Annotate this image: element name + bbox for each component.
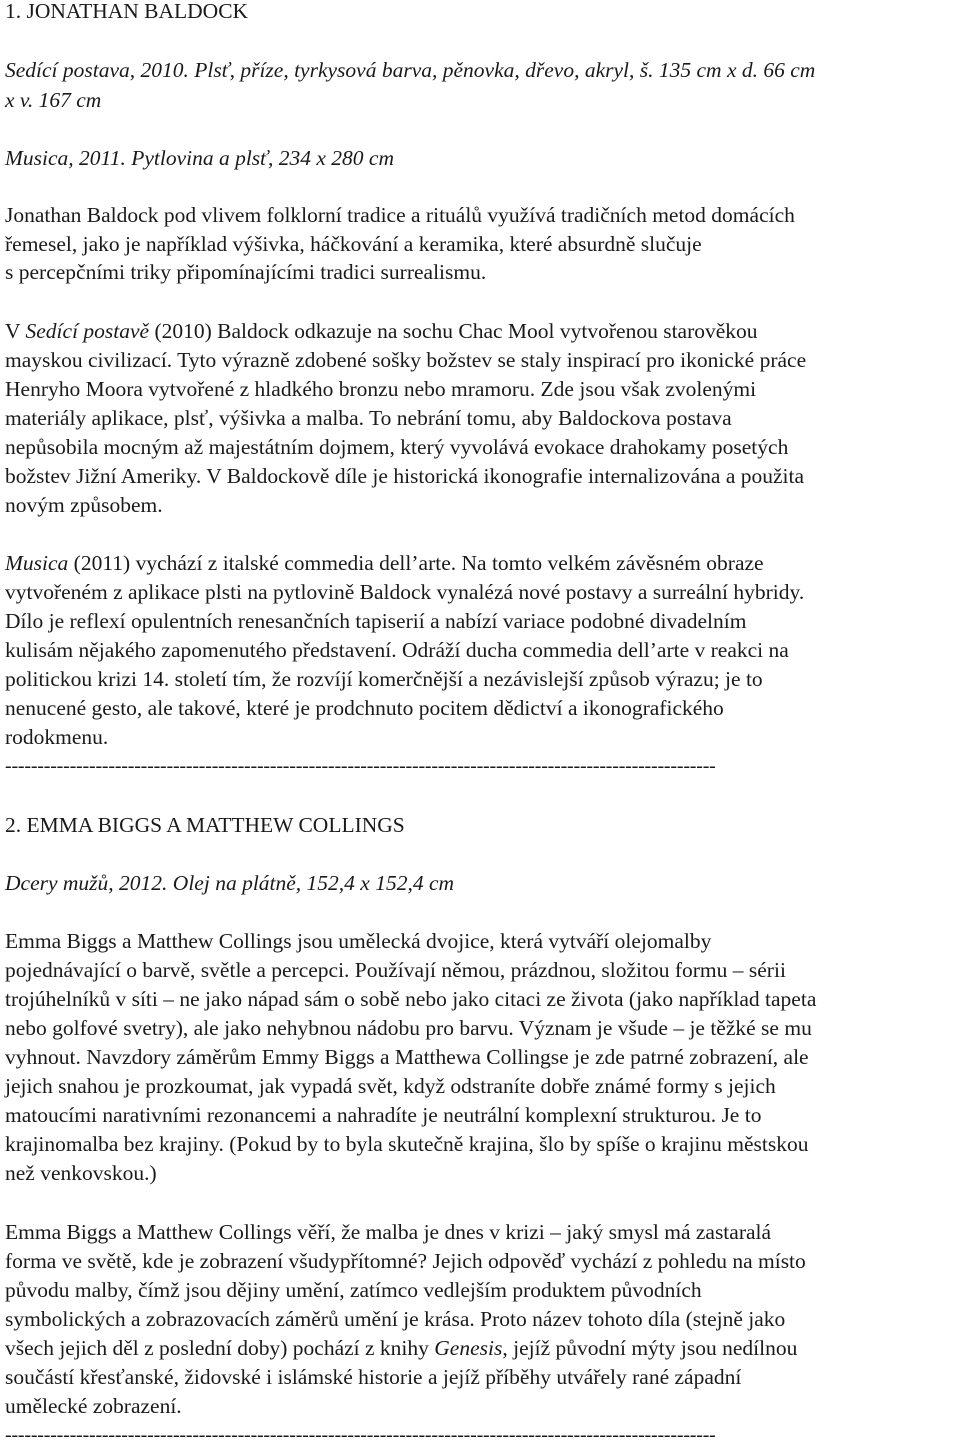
paragraph-line: mayskou civilizací. Tyto výrazně zdobené sošky božstev se staly inspirací pro ikonické práce <box>5 348 807 372</box>
paragraph-line <box>5 1334 797 1362</box>
paragraph-line: forma ve světě, kde je zobrazení všudypřítomné? Jejich odpověď vychází z pohledu na místo <box>5 1249 806 1273</box>
paragraph-line: matoucími narativními rezonancemi a nahradíte je neutrální komplexní strukturou. Je to <box>5 1103 762 1127</box>
paragraph-line <box>5 549 764 577</box>
work-title-em: Sedící postavě <box>25 319 150 343</box>
separator-line: -------------------------------------------------------------------------------------------------------------- <box>5 1424 716 1446</box>
paragraph-line: nebo golfové svetry), ale jako nehybnou nádobu pro barvu. Význam je všude – je těžké se mu <box>5 1016 812 1040</box>
paragraph-line: vytvořeném z aplikace plsti na pytlovině Baldock vynalézá nové postavy a surreální hybridy. <box>5 580 805 604</box>
text-span: , jejíž původní mýty jsou nedílnou <box>502 1336 798 1360</box>
paragraph-line: nenucené gesto, ale takové, které je prodchnuto pocitem dědictví a ikonografického <box>5 696 724 720</box>
work-1-caption-cont: x v. 167 cm <box>5 88 102 112</box>
paragraph-line: rodokmenu. <box>5 725 109 749</box>
work-1-caption: Sedící postava, 2010. Plsť, příze, tyrkysová barva, pěnovka, dřevo, akryl, š. 135 cm x d. 66 cm <box>5 58 816 82</box>
work-title-em: Musica <box>5 551 69 575</box>
paragraph-line: novým způsobem. <box>5 493 163 517</box>
paragraph-line: božstev Jižní Ameriky. V Baldockově díle je historická ikonografie internalizována a použita <box>5 464 805 488</box>
paragraph-line: původu malby, čímž jsou dějiny umění, zatímco vedlejším produktem původních <box>5 1278 702 1302</box>
paragraph-line: Henryho Moora vytvořené z hladkého bronzu nebo mramoru. Zde jsou však zvolenými <box>5 377 757 401</box>
paragraph-line: umělecké zobrazení. <box>5 1394 182 1418</box>
paragraph-line: řemesel, jako je například výšivka, háčkování a keramika, které absurdně slučuje <box>5 232 702 256</box>
text-span: (2010) Baldock odkazuje na sochu Chac Mool vytvořenou starověkou <box>149 319 758 343</box>
paragraph-line: Emma Biggs a Matthew Collings věří, že malba je dnes v krizi – jaký smysl má zastaralá <box>5 1220 772 1244</box>
paragraph-line: krajinomalba bez krajiny. (Pokud by to byla skutečně krajina, šlo by spíše o krajinu městskou <box>5 1132 809 1156</box>
text-span: Dcery mužů, 2012. <box>5 871 168 895</box>
paragraph-line: kulisám nějakého zapomenutého představení. Odráží ducha commedia dell’arte v reakci na <box>5 638 789 662</box>
paragraph-line: vyhnout. Navzdory záměrům Emmy Biggs a Matthewa Collingse je zde patrné zobrazení, ale <box>5 1045 809 1069</box>
paragraph-line: politickou krizi 14. století tím, že rozvíjí komerčnější a nezávislejší způsob výrazu; je to <box>5 667 763 691</box>
paragraph-line: Jonathan Baldock pod vlivem folklorní tradice a rituálů využívá tradičních metod domácích <box>5 203 795 227</box>
section-1-heading: 1. JONATHAN BALDOCK <box>5 0 249 23</box>
paragraph-line <box>5 317 758 345</box>
paragraph-line: nepůsobila mocným až majestátním dojmem, který vyvolává evokace drahokamy posetých <box>5 435 789 459</box>
work-2-caption: Musica, 2011. Pytlovina a plsť, 234 x 280 cm <box>5 146 394 170</box>
text-span: všech jejich děl z poslední doby) pochází z knihy <box>5 1336 435 1360</box>
section-2-heading: 2. EMMA BIGGS A MATTHEW COLLINGS <box>5 813 405 837</box>
text-span: V <box>5 319 26 343</box>
paragraph-line: Emma Biggs a Matthew Collings jsou umělecká dvojice, která vytváří olejomalby <box>5 929 712 953</box>
paragraph-line: materiály aplikace, plsť, výšivka a malba. To nebrání tomu, aby Baldockova postava <box>5 406 732 430</box>
paragraph-line: součástí křesťanské, židovské i islámské historie a jejíž příběhy utvářely rané západní <box>5 1365 742 1389</box>
book-title-em: Genesis <box>434 1336 503 1360</box>
work-3-caption <box>5 869 454 897</box>
paragraph-line: trojúhelníků v síti – ne jako nápad sám o sobě nebo jako citaci ze života (jako například tapeta <box>5 987 817 1011</box>
paragraph-line: Dílo je reflexí opulentních renesančních tapiserií a nabízí variace podobné divadelním <box>5 609 747 633</box>
separator-line: -------------------------------------------------------------------------------------------------------------- <box>5 755 716 777</box>
paragraph-line: s percepčními triky připomínajícími tradici surrealismu. <box>5 260 487 284</box>
text-span: (2011) vychází z italské commedia dell’arte. Na tomto velkém závěsném obraze <box>68 551 764 575</box>
text-span: Olej na plátně, 152,4 x 152,4 cm <box>167 871 455 895</box>
paragraph-line: pojednávající o barvě, světle a percepci. Používají němou, prázdnou, složitou formu – sérii <box>5 958 786 982</box>
paragraph-line: symbolických a zobrazovacích záměrů umění je krása. Proto název tohoto díla (stejně jako <box>5 1307 786 1331</box>
paragraph-line: než venkovskou.) <box>5 1161 157 1185</box>
paragraph-line: jejich snahou je prozkoumat, jak vypadá svět, když odstraníte dobře známé formy s jejich <box>5 1074 776 1098</box>
